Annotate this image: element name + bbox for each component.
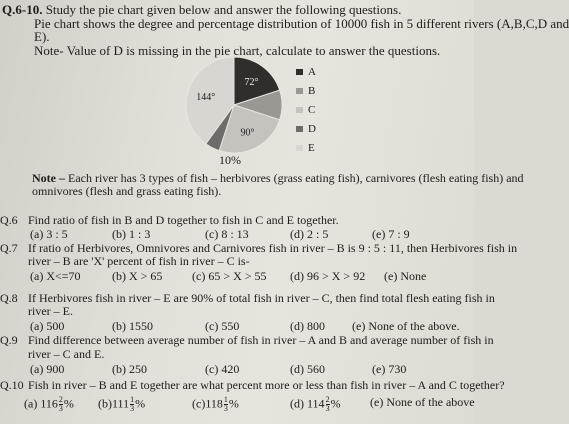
q7-option-d: (d) 96 > X > 92 xyxy=(290,269,366,283)
note-line-2: omnivores (flesh and grass eating fish). xyxy=(32,184,222,198)
q8-option-b: (b) 1550 xyxy=(112,319,153,333)
header-note: Note- Value of D is missing in the pie chart, calculate to answer the questions. xyxy=(34,43,441,58)
q8-text-1: If Herbivores fish in river – E are 90% of total fish in river – C, then find total flesh eating fish in xyxy=(28,291,495,305)
q10-option-a-den: 3 xyxy=(58,404,63,413)
legend-item-d xyxy=(296,123,316,135)
q9-option-a: (a) 900 xyxy=(30,362,65,376)
q7-option-c: (c) 65 > X > 55 xyxy=(192,269,267,283)
q10-option-c-num: 1 xyxy=(223,395,228,404)
q10-option-d xyxy=(290,396,341,413)
legend-swatch-a xyxy=(296,69,303,75)
q10-option-d-label: (d) xyxy=(290,396,304,411)
note-line-1 xyxy=(32,172,524,184)
legend-item-e xyxy=(296,142,315,154)
q10-number: Q.10 xyxy=(0,378,24,392)
legend-label-b: B xyxy=(308,85,316,97)
q10-option-c-unit: % xyxy=(228,396,239,411)
q8-option-c: (c) 550 xyxy=(205,319,240,333)
legend-swatch-b xyxy=(296,88,303,94)
q8-option-e: (e) None of the above. xyxy=(352,319,460,333)
q8-option-d: (d) 800 xyxy=(290,319,325,333)
q9-option-d: (d) 560 xyxy=(290,362,325,376)
legend-item-b xyxy=(296,85,315,97)
legend-item-c xyxy=(296,104,315,116)
instruction-text: Study the pie chart given below and answer the following questions. xyxy=(45,2,402,17)
legend-swatch-e xyxy=(296,145,303,151)
q10-option-b-unit: % xyxy=(135,396,146,411)
q10-option-a-fraction xyxy=(59,396,63,413)
q10-option-a-unit: % xyxy=(63,396,74,411)
q7-text-2: river – B are 'X' percent of fish in river – C is- xyxy=(28,254,250,268)
q10-option-d-num: 2 xyxy=(325,395,330,404)
q6-option-c: (c) 8 : 13 xyxy=(205,227,249,241)
legend-swatch-c xyxy=(296,107,303,113)
q7-number: Q.7 xyxy=(0,241,18,255)
pie-label-a: 72° xyxy=(244,76,259,88)
q10-option-c-whole: 118 xyxy=(205,396,223,411)
question-range: Q.6-10. xyxy=(2,2,43,17)
q9-number: Q.9 xyxy=(0,333,18,347)
q6-option-e: (e) 7 : 9 xyxy=(372,227,410,241)
q10-option-a xyxy=(24,396,74,413)
header-line-2: Pie chart shows the degree and percentage distribution of 10000 fish in 5 different rivers (A,B,C,D and xyxy=(34,16,569,31)
q7-option-b: (b) X > 65 xyxy=(112,269,163,283)
q10-option-d-whole: 114 xyxy=(307,396,325,411)
q10-option-c xyxy=(192,396,239,413)
q9-option-c: (c) 420 xyxy=(205,362,240,376)
q10-option-b-den: 3 xyxy=(130,404,135,413)
q10-option-b xyxy=(98,396,145,413)
q10-option-b-num: 1 xyxy=(130,395,135,404)
note-label: Note – xyxy=(32,171,65,185)
q10-option-c-fraction xyxy=(224,396,228,413)
pie-label-c: 90° xyxy=(240,127,255,139)
q7-option-a: (a) X<=70 xyxy=(30,269,81,283)
q10-option-d-unit: % xyxy=(330,396,341,411)
q8-option-a: (a) 500 xyxy=(30,319,65,333)
header-line-3: E). xyxy=(34,29,50,44)
pie-label-e: 144° xyxy=(196,91,216,103)
q6-option-a: (a) 3 : 5 xyxy=(30,227,68,241)
legend-item-a xyxy=(296,66,316,78)
q9-option-e: (e) 730 xyxy=(372,362,407,376)
legend-swatch-d xyxy=(296,126,303,132)
q10-option-b-whole: 111 xyxy=(112,396,130,411)
chart-caption: 10% xyxy=(219,153,241,167)
header-line-1 xyxy=(2,3,401,16)
q6-text: Find ratio of fish in B and D together to fish in C and E together. xyxy=(28,213,339,227)
q8-text-2: river – E. xyxy=(28,304,73,318)
q10-option-c-label: (c) xyxy=(192,396,206,411)
q10-option-a-num: 2 xyxy=(58,395,63,404)
q10-option-d-den: 3 xyxy=(325,404,330,413)
q10-option-c-den: 3 xyxy=(223,404,228,413)
q9-text-2: river – C and E. xyxy=(28,347,105,361)
note-text-1: Each river has 3 types of fish – herbivores (grass eating fish), carnivores (flesh eating fish) and xyxy=(68,171,524,185)
q10-option-e: (e) None of the above xyxy=(370,395,475,409)
q10-option-b-fraction xyxy=(130,396,134,413)
q6-option-d: (d) 2 : 5 xyxy=(290,227,329,241)
q10-option-b-label: (b) xyxy=(98,396,112,411)
q6-number: Q.6 xyxy=(0,213,18,227)
q9-option-b: (b) 250 xyxy=(112,362,147,376)
legend-label-e: E xyxy=(308,142,315,154)
q10-option-a-label: (a) xyxy=(24,396,38,411)
q10-text: Fish in river – B and E together are what percent more or less than fish in river – A and C together? xyxy=(28,378,505,392)
q6-option-b: (b) 1 : 3 xyxy=(112,227,151,241)
q7-text-1: If ratio of Herbivores, Omnivores and Carnivores fish in river – B is 9 : 5 : 11, then Herbivores fish in xyxy=(28,241,518,255)
legend-label-d: D xyxy=(308,123,316,135)
legend-label-c: C xyxy=(308,104,316,116)
legend-label-a: A xyxy=(308,66,316,78)
q10-option-a-whole: 116 xyxy=(40,396,58,411)
q7-option-e: (e) None xyxy=(384,269,427,283)
q8-number: Q.8 xyxy=(0,291,18,305)
q10-option-d-fraction xyxy=(326,396,330,413)
q9-text-1: Find difference between average number of fish in river – A and B and average number of fish in xyxy=(28,333,494,347)
